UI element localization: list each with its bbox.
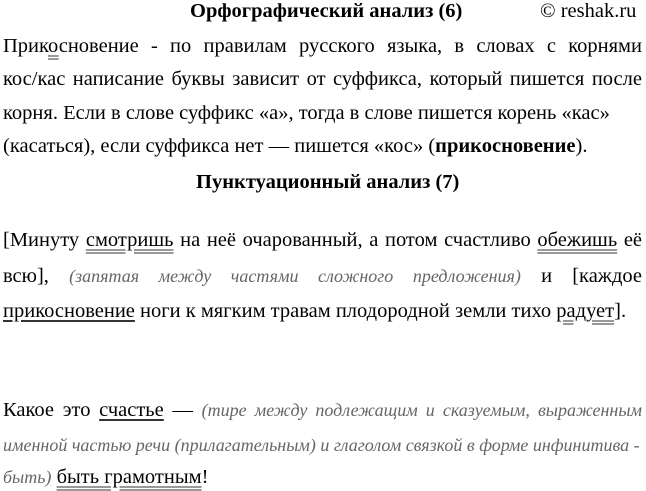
sentence1-line-2 (3, 265, 642, 288)
text: [Минуту (3, 229, 86, 251)
text: её (617, 229, 643, 251)
watermark: © reshak.ru (540, 0, 637, 22)
line-text: - по правилам русского языка, в словах с корнями (138, 35, 642, 57)
subject: прикосновение (3, 300, 135, 322)
sentence1-line-3 (3, 300, 642, 323)
line-text: (касаться), если суффикса нет — пишется «кос» ( (3, 135, 436, 157)
orthography-title: Орфографический анализ (6) (190, 0, 463, 22)
comment: именной частью речи (прилагательным) и глаголом связкой в форме инфинитива - (3, 435, 640, 455)
sentence2-line-2 (3, 434, 642, 457)
text: — (163, 399, 202, 421)
predicate: радует (556, 300, 615, 322)
word-start: Прик (3, 35, 48, 57)
text: ]. (614, 300, 627, 322)
comment: быть) (3, 467, 52, 487)
spelling-letter: о (47, 35, 59, 57)
text: ноги к мягким травам плодородной земли тихо (134, 300, 557, 322)
subject: счастье (99, 399, 164, 421)
orthography-line-1 (3, 35, 642, 58)
sentence1-line-1 (3, 229, 642, 252)
bold-word: прикосновение (435, 135, 576, 157)
sentence2-line-1 (3, 399, 642, 422)
orthography-line-3: корня. Если в слове суффикс «а», тогда в слове пишется корень «кас» (3, 102, 610, 124)
predicate: смотришь (85, 229, 174, 251)
predicate: обежишь (537, 229, 618, 251)
sentence2-line-3 (3, 466, 642, 489)
text: и [каждое (520, 265, 642, 287)
orthography-line-4 (3, 135, 642, 158)
text: всю], (3, 265, 70, 287)
comment: (запятая между частями сложного предложения) (69, 266, 521, 286)
text: Какое это (3, 399, 100, 421)
word-end: сновение (58, 35, 139, 57)
line-text: ). (575, 135, 588, 157)
punctuation-title: Пунктуационный анализ (7) (196, 171, 460, 193)
comment: (тире между подлежащим и сказуемым, выраженным (201, 400, 642, 420)
orthography-line-2: кос/кас написание буквы зависит от суффикса, который пишется после (3, 68, 642, 90)
text: ! (201, 466, 209, 488)
predicate: быть грамотным (56, 466, 202, 488)
text: на неё очарованный, а потом счастливо (173, 229, 538, 251)
